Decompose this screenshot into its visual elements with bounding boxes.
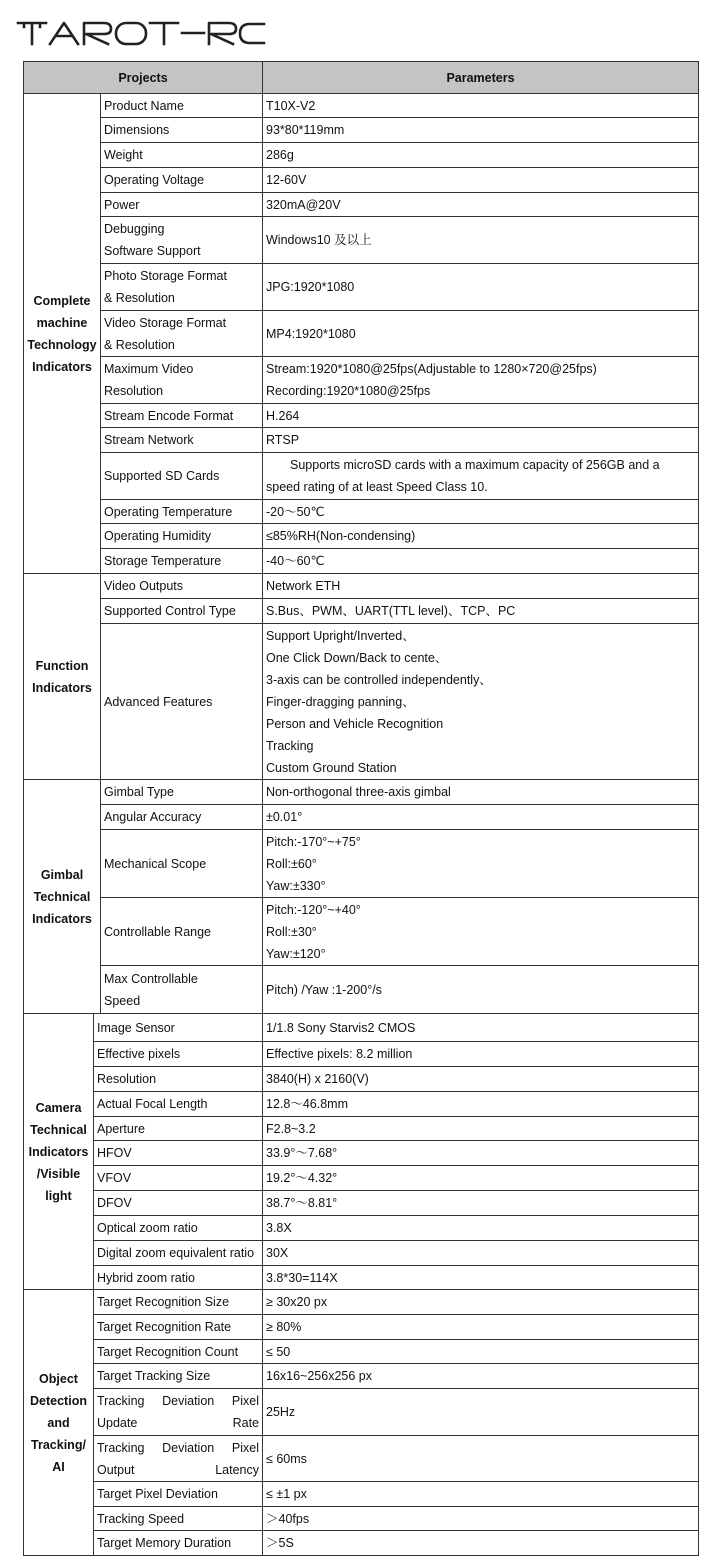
row-label: Target Pixel Deviation: [94, 1482, 263, 1507]
table-row: [24, 264, 699, 311]
row-label: Operating Voltage: [101, 168, 263, 193]
table-row: [24, 1092, 699, 1117]
table-row: [24, 94, 699, 118]
row-label: Supported SD Cards: [101, 453, 263, 500]
table-row: [24, 549, 699, 574]
row-value: 3840(H) x 2160(V): [263, 1067, 699, 1092]
table-row: [24, 143, 699, 168]
row-label: Tracking Deviation Pixel Update Rate: [94, 1389, 263, 1436]
row-label: Resolution: [94, 1067, 263, 1092]
row-value: -20～50℃: [263, 500, 699, 524]
row-label: Actual Focal Length: [94, 1092, 263, 1117]
row-label: VFOV: [94, 1166, 263, 1191]
row-label: Controllable Range: [101, 898, 263, 966]
section-function: [23, 573, 699, 780]
row-label: Weight: [101, 143, 263, 168]
row-value: ＞5S: [263, 1531, 699, 1556]
table-row: [24, 574, 699, 599]
section-label: Camera Technical Indicators /Visible light: [24, 1014, 94, 1290]
row-label: Advanced Features: [101, 624, 263, 780]
row-label: Hybrid zoom ratio: [94, 1266, 263, 1290]
table-row: [24, 1117, 699, 1141]
table-row: [24, 1482, 699, 1507]
row-value: Support Upright/Inverted、 One Click Down/Back to cente、 3-axis can be controlled independently、 Finger-dragging panning、 Person and Vehicle Recognition Tracking Custom Ground Station: [263, 624, 699, 780]
section-gimbal: [23, 779, 699, 1014]
row-value: 19.2°～4.32°: [263, 1166, 699, 1191]
row-value: 320mA@20V: [263, 193, 699, 217]
table-row: [24, 805, 699, 830]
row-value: ≥ 30x20 px: [263, 1290, 699, 1315]
table-row: [24, 193, 699, 217]
table-row: [24, 780, 699, 805]
row-label: Product Name: [101, 94, 263, 118]
row-value: ≤ 60ms: [263, 1436, 699, 1482]
row-label: Supported Control Type: [101, 599, 263, 624]
section-label: Complete machine Technology Indicators: [24, 94, 101, 574]
table-row: [24, 453, 699, 500]
row-value: F2.8~3.2: [263, 1117, 699, 1141]
table-header: [23, 61, 699, 94]
row-label: HFOV: [94, 1141, 263, 1166]
table-row: [24, 1141, 699, 1166]
row-label: Target Recognition Size: [94, 1290, 263, 1315]
row-label: Image Sensor: [94, 1014, 263, 1042]
row-label: Max Controllable Speed: [101, 966, 263, 1014]
table-row: [24, 898, 699, 966]
table-row: [24, 118, 699, 143]
row-label: Gimbal Type: [101, 780, 263, 805]
row-value: Pitch:-120°~+40° Roll:±30° Yaw:±120°: [263, 898, 699, 966]
row-value: Pitch:-170°~+75° Roll:±60° Yaw:±330°: [263, 830, 699, 898]
row-value: 286g: [263, 143, 699, 168]
table-row: [24, 524, 699, 549]
spec-table: [23, 61, 698, 1556]
row-value: ≤ 50: [263, 1340, 699, 1364]
row-label: Debugging Software Support: [101, 217, 263, 264]
row-label: Operating Temperature: [101, 500, 263, 524]
table-row: [24, 1507, 699, 1531]
table-row: [24, 1340, 699, 1364]
header-parameters: Parameters: [263, 62, 699, 94]
table-row: [24, 624, 699, 780]
row-value: ＞40fps: [263, 1507, 699, 1531]
row-label: Digital zoom equivalent ratio: [94, 1241, 263, 1266]
table-row: [24, 168, 699, 193]
row-label: Tracking Deviation Pixel Output Latency: [94, 1436, 263, 1482]
table-row: [24, 1166, 699, 1191]
row-label: Operating Humidity: [101, 524, 263, 549]
row-value: ≥ 80%: [263, 1315, 699, 1340]
row-value: T10X-V2: [263, 94, 699, 118]
row-value: Pitch) /Yaw :1-200°/s: [263, 966, 699, 1014]
row-value: ±0.01°: [263, 805, 699, 830]
row-value: RTSP: [263, 428, 699, 453]
row-label: Effective pixels: [94, 1042, 263, 1067]
section-object-detection: [23, 1289, 699, 1556]
row-label: Stream Network: [101, 428, 263, 453]
row-label: Target Memory Duration: [94, 1531, 263, 1556]
row-value: MP4:1920*1080: [263, 311, 699, 357]
table-row: [24, 1241, 699, 1266]
row-label: Storage Temperature: [101, 549, 263, 574]
row-value: 30X: [263, 1241, 699, 1266]
row-value: S.Bus、PWM、UART(TTL level)、TCP、PC: [263, 599, 699, 624]
row-label: Stream Encode Format: [101, 404, 263, 428]
row-label: Video Outputs: [101, 574, 263, 599]
row-label: Dimensions: [101, 118, 263, 143]
table-row: [24, 217, 699, 264]
row-value: 33.9°～7.68°: [263, 1141, 699, 1166]
table-row: [24, 500, 699, 524]
row-value: Effective pixels: 8.2 million: [263, 1042, 699, 1067]
table-row: [24, 1266, 699, 1290]
table-row: [24, 1191, 699, 1216]
table-row: [24, 599, 699, 624]
row-value: ≤85%RH(Non-condensing): [263, 524, 699, 549]
row-label: Angular Accuracy: [101, 805, 263, 830]
row-label: Aperture: [94, 1117, 263, 1141]
row-value: 16x16~256x256 px: [263, 1364, 699, 1389]
table-row: [24, 428, 699, 453]
row-value: ≤ ±1 px: [263, 1482, 699, 1507]
row-label: Target Recognition Rate: [94, 1315, 263, 1340]
row-value: JPG:1920*1080: [263, 264, 699, 311]
row-value: 3.8X: [263, 1216, 699, 1241]
section-camera: [23, 1013, 699, 1290]
row-value: 12-60V: [263, 168, 699, 193]
row-label: Mechanical Scope: [101, 830, 263, 898]
table-row: [24, 404, 699, 428]
row-value: 93*80*119mm: [263, 118, 699, 143]
row-value: 25Hz: [263, 1389, 699, 1436]
row-label: Video Storage Format & Resolution: [101, 311, 263, 357]
row-label: Power: [101, 193, 263, 217]
table-row: [24, 357, 699, 404]
row-value: H.264: [263, 404, 699, 428]
row-value: 38.7°～8.81°: [263, 1191, 699, 1216]
table-row: [24, 1014, 699, 1042]
table-row: [24, 1531, 699, 1556]
table-row: [24, 1436, 699, 1482]
section-complete-machine: [23, 93, 699, 574]
row-label: Tracking Speed: [94, 1507, 263, 1531]
row-value: 3.8*30=114X: [263, 1266, 699, 1290]
section-label: Gimbal Technical Indicators: [24, 780, 101, 1014]
header-projects: Projects: [24, 62, 263, 94]
row-value: -40～60℃: [263, 549, 699, 574]
table-row: [24, 311, 699, 357]
section-label: Object Detection and Tracking/ AI: [24, 1290, 94, 1556]
row-label: Target Tracking Size: [94, 1364, 263, 1389]
table-row: [24, 966, 699, 1014]
row-label: Maximum Video Resolution: [101, 357, 263, 404]
table-row: [24, 1067, 699, 1092]
row-value: Non-orthogonal three-axis gimbal: [263, 780, 699, 805]
row-label: Optical zoom ratio: [94, 1216, 263, 1241]
row-value: 1/1.8 Sony Starvis2 CMOS: [263, 1014, 699, 1042]
table-row: [24, 1216, 699, 1241]
table-row: [24, 1042, 699, 1067]
row-label: DFOV: [94, 1191, 263, 1216]
table-row: [24, 1315, 699, 1340]
row-value: Stream:1920*1080@25fps(Adjustable to 1280×720@25fps) Recording:1920*1080@25fps: [263, 357, 699, 404]
row-value: Supports microSD cards with a maximum capacity of 256GB and a speed rating of at least Speed Class 10.: [263, 453, 699, 500]
row-value: Network ETH: [263, 574, 699, 599]
row-value: 12.8～46.8mm: [263, 1092, 699, 1117]
table-row: [24, 830, 699, 898]
row-value: Windows10 及以上: [263, 217, 699, 264]
table-row: [24, 1290, 699, 1315]
row-label: Photo Storage Format & Resolution: [101, 264, 263, 311]
row-label: Target Recognition Count: [94, 1340, 263, 1364]
table-row: [24, 1364, 699, 1389]
table-row: [24, 1389, 699, 1436]
section-label: Function Indicators: [24, 574, 101, 780]
tarot-rc-logo: [16, 19, 266, 47]
